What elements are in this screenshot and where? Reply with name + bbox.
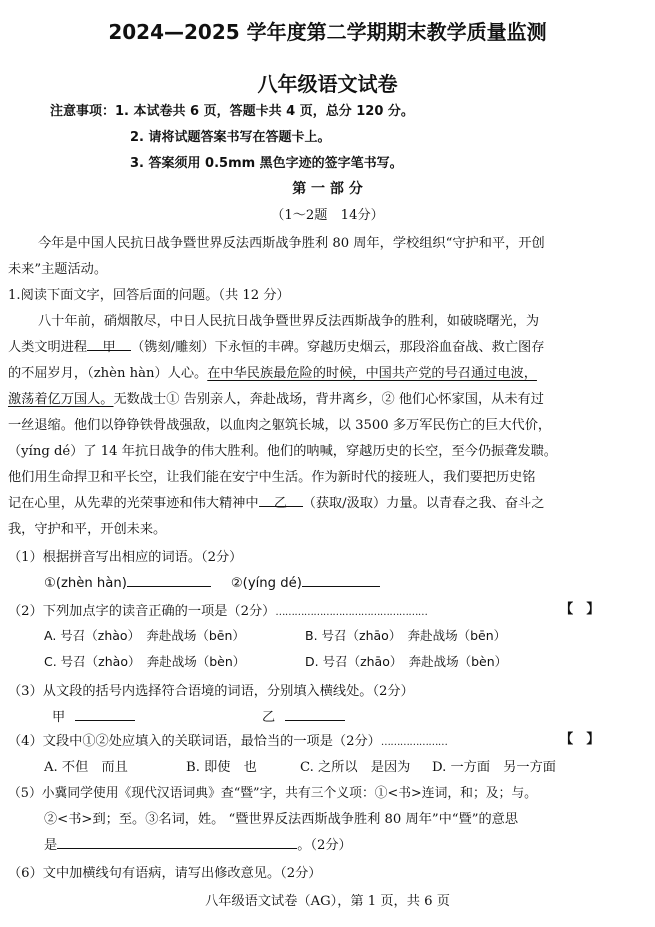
subquestion-3-answer-b	[262, 706, 345, 725]
subquestion-4-stem: （4）文段中①②处应填入的关联词语，最恰当的一项是（2分）	[8, 734, 381, 749]
answer-line-a[interactable]	[127, 572, 211, 587]
answer-line-b[interactable]	[302, 572, 380, 587]
label-jia: 甲	[52, 710, 66, 725]
passage-text: 人类文明进程	[8, 340, 88, 355]
option-4-C: C. 之所以 是因为	[300, 760, 411, 775]
subquestion-5-suffix: 。（2分）	[297, 838, 352, 853]
intro-line-1: 今年是中国人民抗日战争暨世界反法西斯战争胜利 80 周年，学校组织“守护和平，开创	[38, 236, 545, 251]
question-1-stem: 1.阅读下面文字，回答后面的问题。（共 12 分）	[8, 288, 290, 303]
passage-line-8	[8, 492, 544, 511]
subquestion-3-answers	[52, 706, 135, 725]
blank-yi: 乙	[259, 492, 303, 507]
subquestion-5-line-1: （5）小冀同学使用《现代汉语词典》查“暨”字，共有三个义项：①<书>连词，和；及；与。	[8, 786, 537, 801]
passage-text: 的不屈岁月，（zhèn hàn）人心。	[8, 366, 208, 381]
label-yi: 乙	[262, 710, 276, 725]
answer-bracket-2[interactable]: 【 】	[560, 602, 600, 617]
option-2-D: D. 号召（zhāo） 奔赴战场（bèn）	[305, 654, 508, 669]
passage-line-9: 我，守护和平，开创未来。	[8, 522, 167, 537]
passage-line-2	[8, 336, 544, 355]
pinyin-prompt-b: ②(yíng dé)	[230, 576, 302, 591]
option-4-B: B. 即使 也	[186, 760, 257, 775]
subquestion-1-answers	[44, 572, 380, 591]
option-2-B: B. 号召（zhāo） 奔赴战场（bēn）	[305, 628, 507, 643]
answer-line-5[interactable]	[57, 834, 297, 849]
part-range: （1～2题 14分）	[271, 208, 384, 223]
exam-subtitle: 八年级语文试卷	[257, 72, 398, 96]
answer-line-yi[interactable]	[285, 706, 345, 721]
answer-bracket-4[interactable]: 【 】	[560, 732, 600, 747]
notes-line-1	[50, 100, 414, 119]
passage-text: （镌刻/雕刻）下永恒的丰碑。穿越历史烟云，那段浴血奋战、救亡图存	[131, 340, 545, 355]
subquestion-2-stem-line	[8, 600, 427, 619]
option-4-A: A. 不但 而且	[44, 760, 128, 775]
option-2-C: C. 号召（zhào） 奔赴战场（bèn）	[44, 654, 246, 669]
underlined-sentence-part-1: 在中华民族最危险的时候，中国共产党的号召通过电波，	[207, 366, 537, 381]
subquestion-6-stem: （6）文中加横线句有语病，请写出修改意见。（2分）	[8, 866, 322, 881]
answer-line-jia[interactable]	[75, 706, 135, 721]
pinyin-prompt-a: ①(zhèn hàn)	[44, 576, 127, 591]
notes-item-3: 3. 答案须用 0.5mm 黑色字迹的签字笔书写。	[130, 156, 403, 171]
passage-text: （获取/汲取）力量。以青春之我、奋斗之	[302, 496, 545, 511]
notes-item-1: 1. 本试卷共 6 页，答题卡共 4 页，总分 120 分。	[115, 104, 414, 119]
notes-item-2: 2. 请将试题答案书写在答题卡上。	[130, 130, 331, 145]
part-heading: 第 一 部 分	[292, 181, 363, 197]
option-4-D: D. 一方面 另一方面	[432, 760, 556, 775]
passage-line-1: 八十年前，硝烟散尽，中日人民抗日战争暨世界反法西斯战争的胜利，如破晓曙光，为	[38, 314, 540, 329]
dot-leader: …………………………………………	[275, 607, 428, 618]
option-2-A: A. 号召（zhào） 奔赴战场（bēn）	[44, 628, 245, 643]
passage-line-7: 他们用生命捍卫和平长空，让我们能在安宁中生活。作为新时代的接班人，我们要把历史铭	[8, 470, 536, 485]
exam-title: 2024—2025 学年度第二学期期末教学质量监测	[108, 20, 547, 44]
intro-line-2: 未来”主题活动。	[8, 262, 108, 277]
notes-label: 注意事项：	[50, 104, 116, 119]
passage-line-4	[8, 388, 544, 407]
subquestion-5-prefix: 是	[44, 838, 58, 853]
subquestion-4-stem-line	[8, 730, 447, 749]
subquestion-5-line-3	[44, 834, 352, 853]
passage-line-3	[8, 362, 537, 381]
dot-leader: …………………	[380, 737, 448, 748]
subquestion-2-stem: （2）下列加点字的读音正确的一项是（2分）	[8, 604, 276, 619]
passage-text: 记在心里，从先辈的光荣事迹和伟大精神中	[8, 496, 259, 511]
underlined-sentence-part-2: 激荡着亿万国人。	[8, 392, 114, 407]
passage-text: 无数战士① 告别亲人，奔赴战场，背井离乡，② 他们心怀家国，从未有过	[113, 392, 544, 407]
subquestion-5-line-2: ②<书>到；至。③名词，姓。 “暨世界反法西斯战争胜利 80 周年”中“暨”的意思	[44, 812, 519, 827]
page-footer: 八年级语文试卷（AG），第 1 页，共 6 页	[205, 894, 450, 909]
blank-jia: 甲	[87, 336, 131, 351]
subquestion-3-stem: （3）从文段的括号内选择符合语境的词语，分别填入横线处。（2分）	[8, 684, 414, 699]
passage-line-5: 一丝退缩。他们以铮铮铁骨战强敌，以血肉之躯筑长城，以 3500 多万军民伤亡的巨大代价，	[8, 418, 552, 433]
subquestion-1-stem: （1）根据拼音写出相应的词语。（2分）	[8, 550, 243, 565]
passage-line-6: （yíng dé）了 14 年抗日战争的伟大胜利。他们的呐喊，穿越历史的长空，至今仍振聋发聩。	[8, 444, 557, 459]
